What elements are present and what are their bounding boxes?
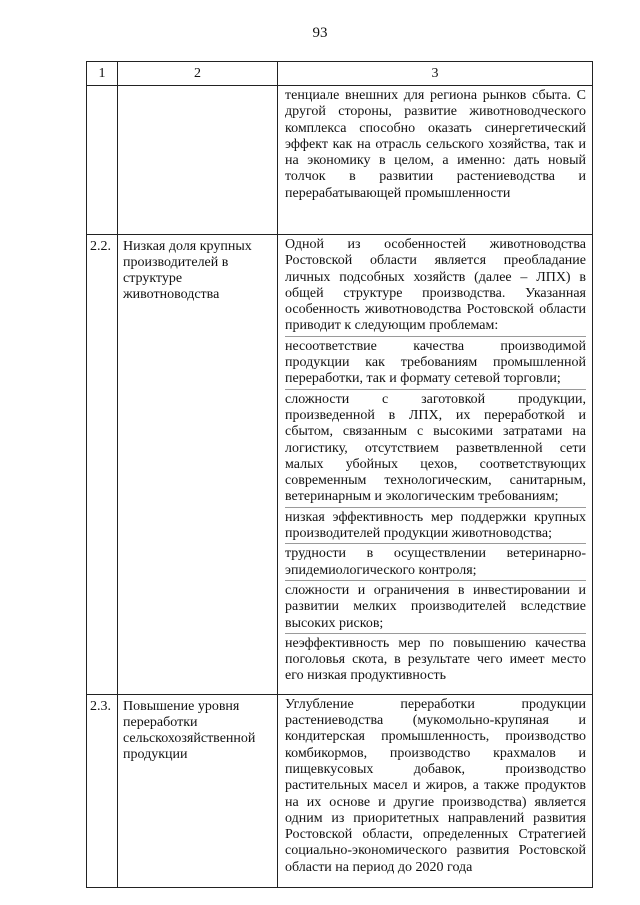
row-number: 2.3. [87,694,118,887]
problem-name: Низкая доля крупных производителей в структуре животноводства [118,235,278,695]
problem-name [118,86,278,235]
table-header-row [87,62,593,86]
description-paragraph: несоответствие качества производимой продукции как требованиям промышленной переработки, так и формату сетевой торговли; [285,336,586,388]
description-paragraph: трудности в осуществлении ветеринарно-эпидемиологического контроля; [285,543,586,579]
description-paragraph: Одной из особенностей животноводства Ростовской области является преобладание личных подсобных хозяйств (далее – ЛПХ) в общей структуре производства. Указанная особенность животноводства Ростовской области приводит к следующим проблемам: [285,237,586,334]
row-number: 2.2. [87,235,118,695]
table-row [87,86,593,235]
problem-description [278,235,593,695]
header-cell-3: 3 [278,62,593,86]
description-paragraph: Углубление переработки продукции растениеводства (мукомольно-крупяная и кондитерская промышленность, производство комбикормов, производство крахмалов и пищевкусовых добавок, производство растительных масел и жиров, а также продуктов на их основе и другие производства) является одним из приоритетных направлений развития Ростовской области, определенных Стратегией социально-экономического развития Ростовской области на период до 2020 года [285,696,586,875]
description-paragraph: сложности и ограничения в инвестировании и развитии мелких производителей вследствие высоких рисков; [285,580,586,632]
problem-description [278,694,593,887]
description-paragraph: тенциале внешних для региона рынков сбыта. С другой стороны, развитие животноводческого комплекса способно оказать синергетический эффект как на отрасль сельского хозяйства, так и на экономику в целом, а именно: дать новый толчок в развитии растениеводства и перерабатывающей промышленности [285,88,586,201]
page-number: 93 [312,25,328,41]
description-paragraph: низкая эффективность мер поддержки крупных производителей продукции животноводства; [285,507,586,543]
problems-table [86,61,593,888]
problem-description [278,86,593,235]
table-row [87,235,593,695]
row-number [87,86,118,235]
description-paragraph: сложности с заготовкой продукции, произведенной в ЛПХ, их переработкой и сбытом, связанным с высокими затратами на логистику, отсутствием разветвленной сети малых убойных цехов, соответствующих современным технологическим, санитарным, ветеринарным и экологическим требованиям; [285,389,586,506]
problem-name: Повышение уровня переработки сельскохозяйственной продукции [118,694,278,887]
header-cell-2: 2 [118,62,278,86]
table-row [87,694,593,887]
header-cell-1: 1 [87,62,118,86]
description-paragraph: неэффективность мер по повышению качества поголовья скота, в результате чего имеет место его низкая продуктивность [285,633,586,685]
